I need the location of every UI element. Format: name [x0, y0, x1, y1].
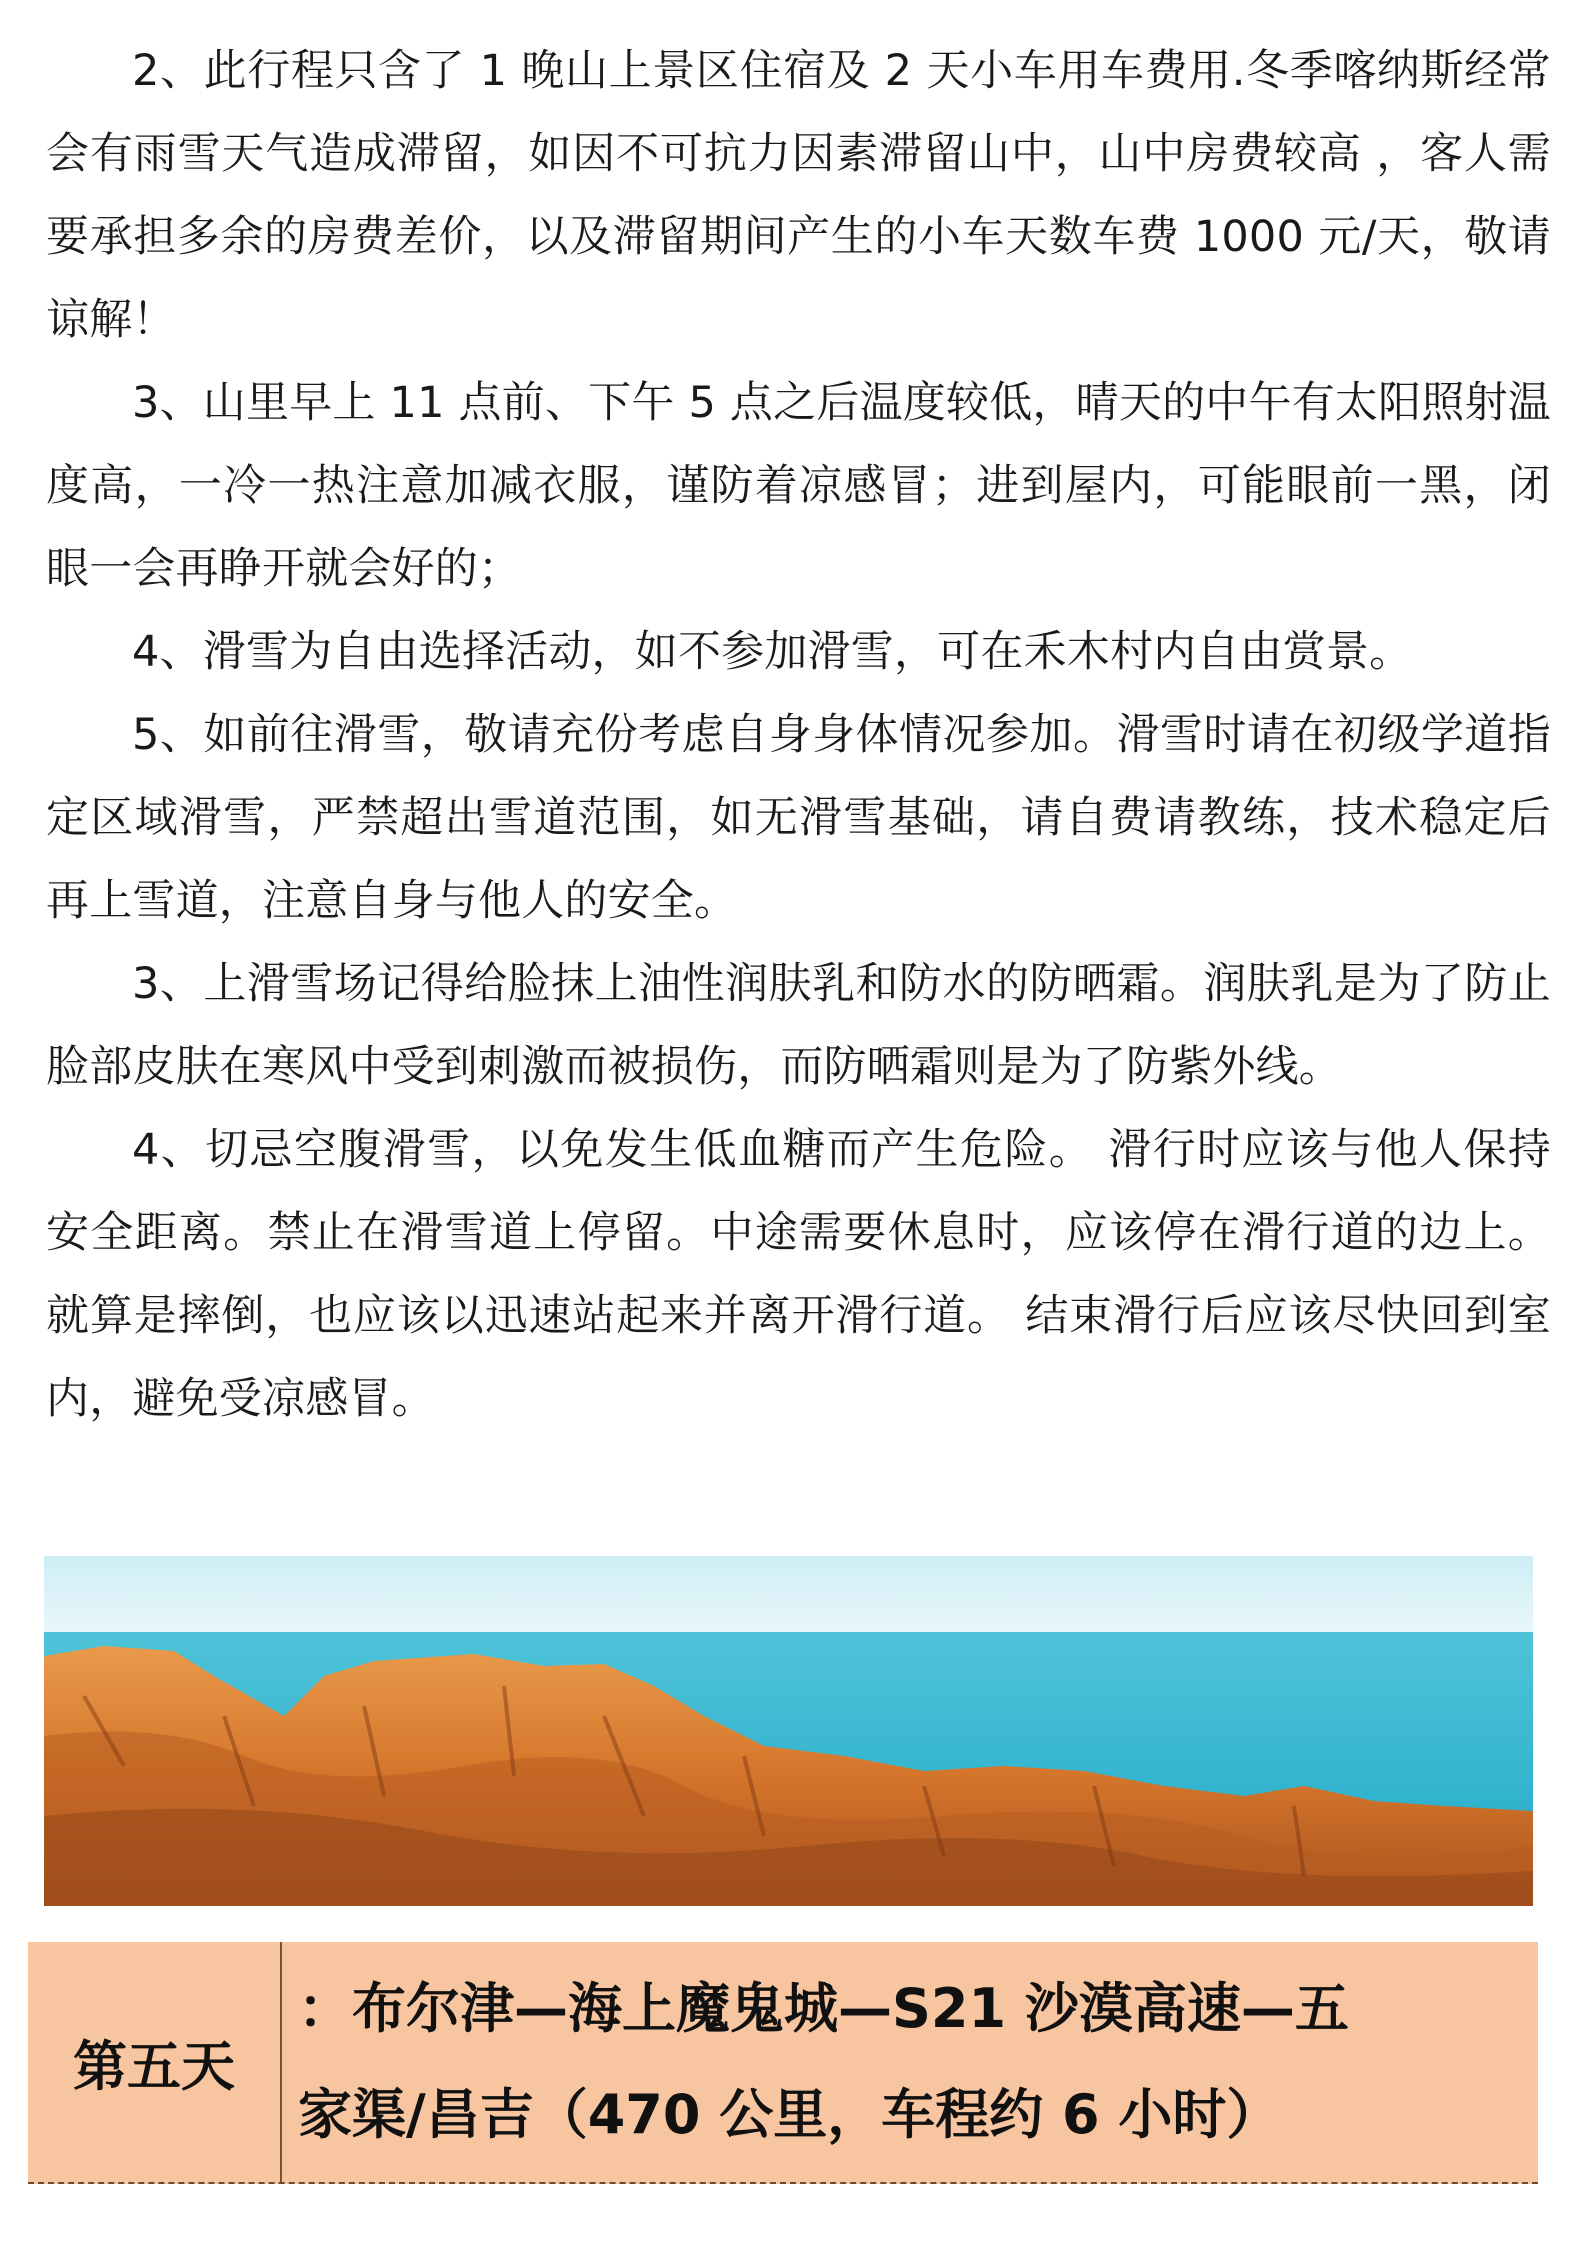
note-paragraph: 3、上滑雪场记得给脸抹上油性润肤乳和防水的防晒霜。润肤乳是为了防止脸部皮肤在寒风中受到刺激而被损伤，而防晒霜则是为了防紫外线。	[46, 959, 1551, 1092]
note-paragraph: 4、切忌空腹滑雪，以免发生低血糖而产生危险。 滑行时应该与他人保持安全距离。禁止在滑雪道上停留。中途需要休息时，应该停在滑行道的边上。就算是摔倒，也应该以迅速站起来并离开滑行道。 结束滑行后应该尽快回到室内，避免受凉感冒。	[46, 1125, 1551, 1424]
day-label: 第五天	[28, 1942, 282, 2182]
travel-notes	[46, 30, 1551, 1441]
note-paragraph: 2、此行程只含了 1 晚山上景区住宿及 2 天小车用车费用.冬季喀纳斯经常会有雨雪天气造成滞留，如因不可抗力因素滞留山中，山中房费较高 ，客人需要承担多余的房费差价，以及滞留期间产生的小车天数车费 1000 元/天，敬请谅解！	[46, 46, 1551, 345]
note-paragraph: 4、滑雪为自由选择活动，如不参加滑雪，可在禾木村内自由赏景。	[132, 627, 1413, 677]
route-line-1: ：布尔津—海上魔鬼城—S21 沙漠高速—五	[298, 1977, 1349, 2040]
note-paragraph: 5、如前往滑雪，敬请充份考虑自身身体情况参加。滑雪时请在初级学道指定区域滑雪，严禁超出雪道范围，如无滑雪基础，请自费请教练，技术稳定后再上雪道，注意自身与他人的安全。	[46, 710, 1551, 926]
route-line-2: 家渠/昌吉（470 公里，车程约 6 小时）	[298, 2083, 1281, 2146]
itinerary-day-header	[28, 1942, 1538, 2184]
landscape-photo	[44, 1556, 1533, 1906]
note-paragraph: 3、山里早上 11 点前、下午 5 点之后温度较低，晴天的中午有太阳照射温度高，一冷一热注意加减衣服，谨防着凉感冒；进到屋内，可能眼前一黑，闭眼一会再睁开就会好的；	[46, 378, 1551, 594]
coast-rock-illustration	[44, 1556, 1533, 1906]
day-route	[282, 1942, 1538, 2182]
